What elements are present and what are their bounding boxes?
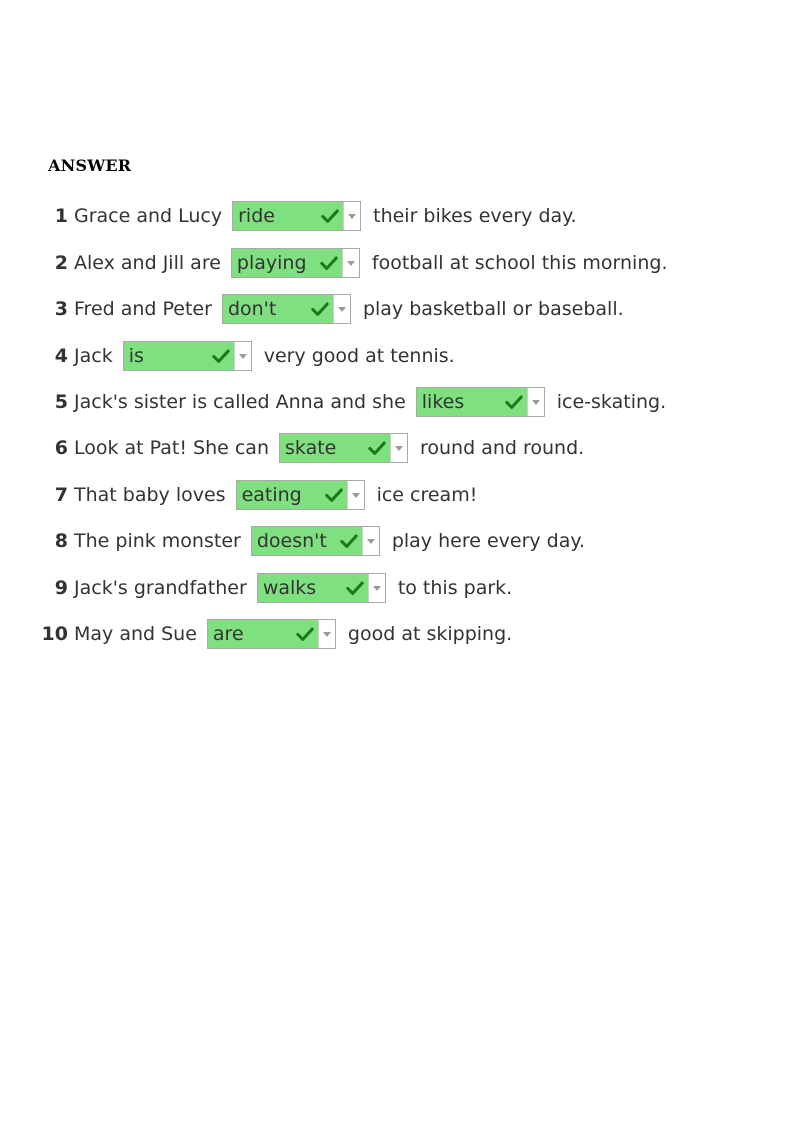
answer-selected-value [417, 388, 527, 416]
answer-selected-value [258, 574, 368, 602]
list-item [0, 432, 584, 464]
check-icon [320, 254, 338, 272]
item-number: 7 [54, 484, 68, 506]
item-number: 4 [54, 345, 68, 367]
answer-dropdown[interactable] [123, 341, 252, 371]
check-icon [325, 486, 343, 504]
answer-selected-value [208, 620, 318, 648]
chevron-down-icon[interactable] [342, 249, 359, 277]
answer-text: eating [241, 484, 302, 506]
check-icon [505, 393, 523, 411]
item-number: 8 [54, 530, 68, 552]
answer-text: doesn't [256, 530, 327, 552]
check-icon [212, 347, 230, 365]
sentence-end: ice cream! [376, 484, 478, 506]
answer-dropdown[interactable] [231, 248, 360, 278]
sentence-end: ice-skating. [556, 391, 667, 413]
check-icon [321, 207, 339, 225]
answer-text: don't [227, 298, 277, 320]
sentence-start: That baby loves [74, 484, 226, 506]
answer-selected-value [232, 249, 342, 277]
sentence-end: very good at tennis. [263, 345, 455, 367]
sentence-start: Jack [74, 345, 113, 367]
list-item [0, 572, 512, 604]
answer-dropdown[interactable] [222, 294, 351, 324]
list-item [0, 525, 585, 557]
answer-dropdown[interactable] [236, 480, 365, 510]
sentence-end: play basketball or baseball. [362, 298, 624, 320]
chevron-down-icon[interactable] [362, 527, 379, 555]
sentence-start: May and Sue [74, 623, 197, 645]
answer-dropdown[interactable] [416, 387, 545, 417]
sentence-end: their bikes every day. [373, 205, 577, 227]
sentence-start: Jack's sister is called Anna and she [74, 391, 406, 413]
check-icon [340, 532, 358, 550]
chevron-down-icon[interactable] [368, 574, 385, 602]
sentence-end: football at school this morning. [371, 252, 668, 274]
page-title: ANSWER [48, 156, 132, 175]
answer-selected-value [223, 295, 333, 323]
list-item [0, 293, 624, 325]
answer-text: ride [238, 205, 275, 227]
answer-dropdown[interactable] [232, 201, 361, 231]
sentence-end: play here every day. [391, 530, 585, 552]
list-item [0, 386, 666, 418]
sentence-start: Grace and Lucy [74, 205, 223, 227]
item-number: 2 [54, 252, 68, 274]
answer-dropdown[interactable] [257, 573, 386, 603]
sentence-end: good at skipping. [347, 623, 513, 645]
check-icon [346, 579, 364, 597]
answer-selected-value [252, 527, 362, 555]
list-item [0, 340, 455, 372]
sentence-start: The pink monster [74, 530, 241, 552]
chevron-down-icon[interactable] [527, 388, 544, 416]
sentence-start: Jack's grandfather [74, 577, 247, 599]
item-number: 9 [54, 577, 68, 599]
chevron-down-icon[interactable] [390, 434, 407, 462]
answer-selected-value [280, 434, 390, 462]
check-icon [296, 625, 314, 643]
check-icon [311, 300, 329, 318]
answer-selected-value [124, 342, 234, 370]
item-number: 6 [54, 437, 68, 459]
answer-text: likes [421, 391, 465, 413]
answer-selected-value [233, 202, 343, 230]
item-number: 10 [41, 623, 68, 645]
sentence-start: Alex and Jill are [74, 252, 221, 274]
list-item [0, 618, 512, 650]
sentence-start: Fred and Peter [74, 298, 212, 320]
answer-text: skate [285, 437, 337, 459]
chevron-down-icon[interactable] [343, 202, 360, 230]
answer-text: are [212, 623, 244, 645]
answer-dropdown[interactable] [251, 526, 380, 556]
sentence-end: to this park. [397, 577, 513, 599]
answer-dropdown[interactable] [207, 619, 336, 649]
chevron-down-icon[interactable] [318, 620, 335, 648]
chevron-down-icon[interactable] [333, 295, 350, 323]
chevron-down-icon[interactable] [347, 481, 364, 509]
item-number: 5 [54, 391, 68, 413]
list-item [0, 479, 477, 511]
check-icon [368, 439, 386, 457]
sentence-start: Look at Pat! She can [74, 437, 269, 459]
answer-selected-value [237, 481, 347, 509]
item-number: 3 [54, 298, 68, 320]
answer-text: playing [236, 252, 307, 274]
answer-dropdown[interactable] [279, 433, 408, 463]
chevron-down-icon[interactable] [234, 342, 251, 370]
answer-text: is [128, 345, 144, 367]
list-item [0, 247, 667, 279]
answer-text: walks [262, 577, 317, 599]
sentence-end: round and round. [420, 437, 585, 459]
item-number: 1 [54, 205, 68, 227]
list-item [0, 200, 577, 232]
